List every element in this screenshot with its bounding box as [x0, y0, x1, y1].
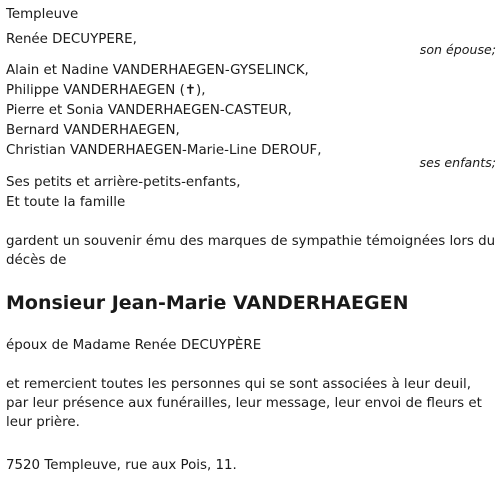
address-line: 7520 Templeuve, rue aux Pois, 11. — [6, 458, 237, 473]
intro-paragraph: gardent un souvenir ému des marques de sympathie témoignées lors du décès de — [6, 234, 496, 268]
spouse-role: son épouse; — [419, 42, 496, 57]
child-line-5: Christian VANDERHAEGEN-Marie-Line DEROUF, — [6, 143, 322, 158]
deceased-name: Monsieur Jean-Marie VANDERHAEGEN — [6, 292, 409, 314]
family-line-2: Et toute la famille — [6, 195, 126, 210]
thanks-paragraph: et remercient toutes les personnes qui se sont associées à leur deuil, par leur présence aux funérailles, leur message, leur envoi de fleurs et leur prière. — [6, 377, 482, 430]
place-line: Templeuve — [6, 7, 79, 22]
child-line-2: Philippe VANDERHAEGEN (✝), — [6, 83, 206, 98]
children-role: ses enfants; — [419, 155, 496, 170]
child-line-3: Pierre et Sonia VANDERHAEGEN-CASTEUR, — [6, 103, 292, 118]
child-line-1: Alain et Nadine VANDERHAEGEN-GYSELINCK, — [6, 63, 309, 78]
spouse-name: Renée DECUYPERE, — [6, 32, 137, 47]
family-line-1: Ses petits et arrière-petits-enfants, — [6, 175, 241, 190]
child-line-4: Bernard VANDERHAEGEN, — [6, 123, 180, 138]
relation-line: époux de Madame Renée DECUYPÈRE — [6, 338, 262, 353]
